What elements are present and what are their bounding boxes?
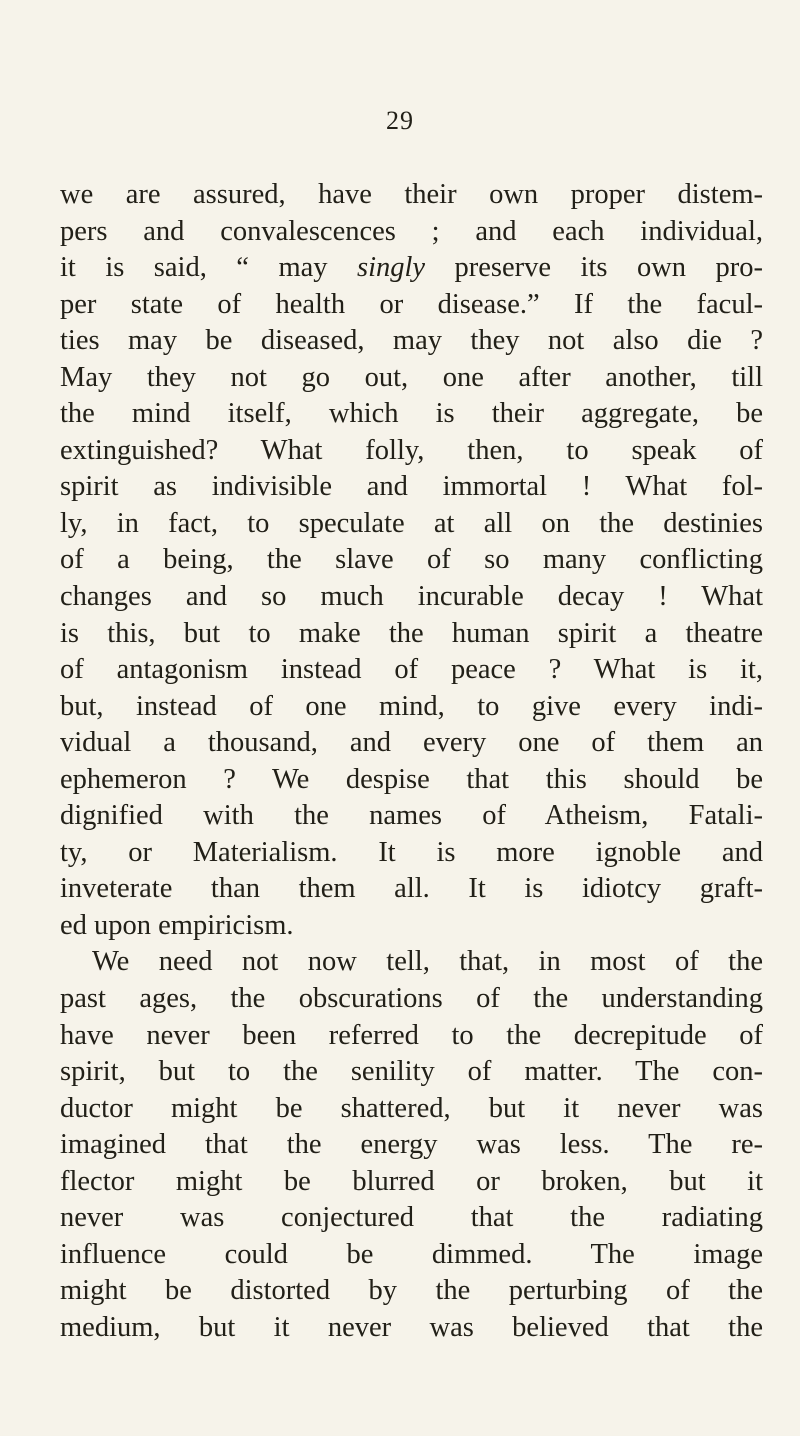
- text-line: [60, 250, 763, 287]
- text-line: spirit as indivisible and immortal ! What fol-: [60, 471, 763, 503]
- text-line: have never been referred to the decrepitude of: [60, 1019, 763, 1051]
- text-line: ductor might be shattered, but it never was: [60, 1092, 763, 1124]
- italic-text: singly: [356, 252, 426, 284]
- text-line: vidual a thousand, and every one of them an: [60, 727, 763, 759]
- text-line: ephemeron ? We despise that this should be: [60, 763, 763, 795]
- text-line: pers and convalescences ; and each individual,: [60, 215, 763, 247]
- text-line: we are assured, have their own proper distem-: [60, 179, 763, 210]
- text-line: flector might be blurred or broken, but it: [60, 1165, 763, 1197]
- text-line: changes and so much incurable decay ! What: [60, 581, 763, 613]
- body-text: [60, 177, 763, 1347]
- text-line: ties may be diseased, may they not also die ?: [60, 325, 763, 357]
- paragraph: [60, 177, 763, 944]
- text-line: is this, but to make the human spirit a theatre: [60, 617, 763, 649]
- text-line: extinguished? What folly, then, to speak of: [60, 434, 763, 466]
- text-line: ly, in fact, to speculate at all on the destinies: [60, 507, 763, 539]
- text-line: dignified with the names of Atheism, Fatali-: [60, 800, 763, 832]
- text-run: preserve its own pro-: [425, 252, 763, 284]
- text-line: past ages, the obscurations of the understanding: [60, 983, 763, 1015]
- text-line: ty, or Materialism. It is more ignoble and: [60, 836, 763, 868]
- text-line: of a being, the slave of so many conflicting: [60, 544, 763, 576]
- paragraph: [60, 944, 763, 1346]
- text-line: the mind itself, which is their aggregate, be: [60, 398, 763, 430]
- text-line: imagined that the energy was less. The re-: [60, 1129, 763, 1161]
- text-line: never was conjectured that the radiating: [60, 1202, 763, 1234]
- text-line: might be distorted by the perturbing of the: [60, 1275, 763, 1307]
- text-line: but, instead of one mind, to give every indi-: [60, 690, 763, 722]
- text-line: May they not go out, one after another, till: [60, 361, 763, 393]
- text-run: it is said, “ may: [60, 252, 357, 284]
- text-line: inveterate than them all. It is idiotcy graft-: [60, 873, 763, 905]
- text-line: per state of health or disease.” If the facul-: [60, 288, 763, 320]
- text-line: ed upon empiricism.: [60, 909, 294, 941]
- text-line: of antagonism instead of peace ? What is it,: [60, 654, 763, 686]
- text-line: spirit, but to the senility of matter. The con-: [60, 1056, 763, 1088]
- text-line: medium, but it never was believed that the: [60, 1311, 763, 1343]
- page-number: 29: [386, 106, 414, 135]
- text-line: We need not now tell, that, in most of the: [92, 946, 763, 978]
- text-line: influence could be dimmed. The image: [60, 1238, 763, 1270]
